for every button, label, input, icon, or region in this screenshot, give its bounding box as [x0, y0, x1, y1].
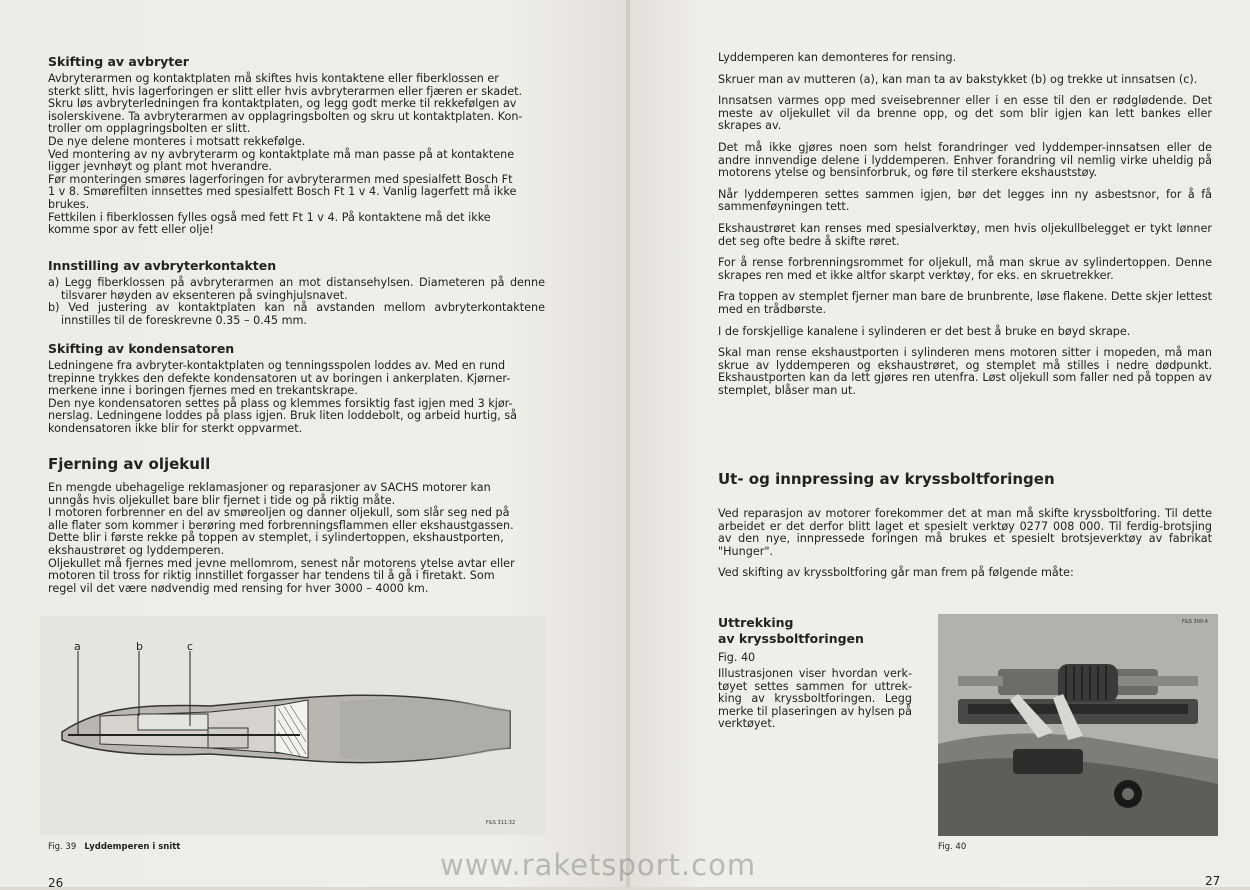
text-line: brukes.	[48, 197, 90, 211]
caption-fig-number: Fig. 39	[48, 842, 77, 852]
innstilling-list	[48, 277, 545, 327]
text-line: 1 v 8. Smørefilten innsettes med spesialfett Bosch Ft 1 v 4. Vanlig lagerfett må ikke	[48, 185, 517, 199]
paragraph: Skruer man av mutteren (a), kan man ta av bakstykket (b) og trekke ut innsatsen (c).	[718, 72, 1198, 86]
text-line: Avbryterarmen og kontaktplaten må skiftes hvis kontaktene eller fiberklossen er	[48, 72, 499, 85]
text-line: isolerskivene. Ta avbryterarmen av opplagringsbolten og skru ut kontaktplaten. Kon-	[48, 109, 523, 123]
text-line: motoren til tross for riktig innstillet forgasser har tendens til å gå i firetakt. Som	[48, 569, 495, 583]
page-number-left: 26	[48, 876, 64, 890]
paragraph: Ved skifting av kryssboltforing går man frem på følgende måte:	[718, 566, 1074, 580]
text-line: ligger jevnhøyt og plant mot hverandre.	[48, 160, 272, 174]
kondensator-text	[48, 360, 545, 436]
text-line: Fettkilen i fiberklossen fylles også med fett Ft 1 v 4. På kontaktene må det ikke	[48, 210, 491, 224]
text-line: Før monteringen smøres lagerforingen for avbryterarmen med spesialfett Bosch Ft	[48, 172, 513, 186]
uttrekking-fig-ref: Fig. 40	[718, 651, 756, 664]
text-line: Skru løs avbryterledningen fra kontaktplaten, og legg godt merke til rekkefølgen av	[48, 97, 517, 111]
figure-caption	[48, 842, 180, 852]
muffler-cutaway-illustration	[40, 616, 546, 835]
title-line: av kryssboltforingen	[718, 631, 864, 646]
text-line: I motoren forbrenner en del av smøreoljen og danner oljekull, som slår seg ned på	[48, 506, 510, 520]
photo-code: F&S 300:4	[1182, 619, 1208, 625]
tool-photo-illustration	[938, 614, 1218, 836]
paragraph: Skal man rense ekshaustporten i sylinderen mens motoren sitter i mopeden, må man skrue av lyddemperen og ekshaustrøret, og stemplet må stilles i nedre dødpunkt. Ekshaustporten kan da lett gjøres ren utenfra. Løst oljekull som faller ned på toppen av stemplet, blåser man ut.	[718, 346, 1212, 397]
text-line: nerslag. Ledningene loddes på plass igjen. Bruk liten loddebolt, og arbeid hurtig, så	[48, 409, 518, 423]
photo-caption: Fig. 40	[938, 842, 967, 852]
right-page	[630, 0, 1250, 887]
tool-photo	[938, 614, 1218, 836]
avbryter-text	[48, 73, 545, 237]
text-line: regel vil det være nødvendig med rensing for hver 3000 – 4000 km.	[48, 581, 429, 595]
text-line: Den nye kondensatoren settes på plass og klemmes forsiktig fast igjen med 3 kjør-	[48, 396, 513, 410]
text-line: sterkt slitt, hvis lagerforingen er slitt eller hvis avbryterarmen eller fjæren er skadet.	[48, 84, 523, 98]
text-line: trepinne trykkes den defekte kondensatoren ut av boringen i ankerplaten. Kjørner-	[48, 371, 511, 385]
text-line: komme spor av fett eller olje!	[48, 223, 214, 237]
paragraph: Det må ikke gjøres noen som helst forandringer ved lyddemper-innsatsen eller de andre innvendige delene i lyddemperen. Enhver forandring vil nemlig virke uheldig på motorens ytelse og bensinforbruk, og føre til sterkere ekshauststøy.	[718, 140, 1212, 180]
paragraph: Ved reparasjon av motorer forekommer det at man må skifte kryssboltforing. Til dette arbeidet er det derfor blitt laget et spesielt verktøy 0277 008 000. Til ferdig-brotsjing av den nye, innpressede foringen må brukes et spesielt brotsjeverktøy av fabrikat "Hunger".	[718, 507, 1212, 558]
text-line: unngås hvis oljekullet bare blir fjernet i tide og på riktig måte.	[48, 493, 396, 507]
text-line: De nye delene monteres i motsatt rekkefølge.	[48, 134, 306, 148]
text-line: merkene inne i boringen fjernes med en trekantskrape.	[48, 384, 358, 398]
fig-label-b: b	[136, 640, 143, 653]
text-line: Ved montering av ny avbryterarm og kontaktplate må man passe på at kontaktene	[48, 147, 515, 161]
paragraph: Når lyddemperen settes sammen igjen, bør det legges inn ny asbestsnor, for å få sammenføyningen tett.	[718, 187, 1212, 214]
paragraph: For å rense forbrenningsrommet for oljekull, må man skrue av sylindertoppen. Denne skrapes ren med et ikke altfor skarpt verktøy, for eks. en skruetrekker.	[718, 256, 1212, 282]
fig-label-c: c	[187, 640, 194, 653]
title-line: Uttrekking	[718, 615, 794, 630]
text-line: Oljekullet må fjernes med jevne mellomrom, senest når motorens ytelse avtar eller	[48, 556, 515, 570]
paragraph: Fra toppen av stemplet fjerner man bare de brunbrente, løse flakene. Dette skjer lettest med en trådbørste.	[718, 290, 1212, 316]
list-item: b) Ved justering av kontaktplaten kan nå avstanden mellom avbryterkontaktene innstilles til de foreskrevne 0.35 – 0.45 mm.	[48, 301, 545, 327]
text-line: kondensatoren ikke blir for sterkt oppvarmet.	[48, 421, 303, 435]
caption-text: Lyddemperen i snitt	[84, 842, 181, 852]
section-title-kryssbolt: Ut- og innpressing av kryssboltforingen	[718, 470, 1055, 488]
section-title-oljekull: Fjerning av oljekull	[48, 455, 211, 473]
fig-label-a: a	[74, 640, 81, 653]
kryssbolt-text	[718, 508, 1212, 580]
uttrekking-text: Illustrasjonen viser hvordan verk-tøyet settes sammen for uttrek-king av kryssboltforingen. Legg merke til plaseringen av hylsen på verktøyet.	[718, 667, 912, 731]
paragraph: Innsatsen varmes opp med sveisebrenner eller i en esse til den er rødglødende. Det meste av oljekullet vil da brenne opp, og det som blir igjen kan lett bankes eller skrapes av.	[718, 94, 1212, 133]
page-number-right: 27	[1205, 874, 1221, 888]
list-item: a) Legg fiberklossen på avbryterarmen an mot distansehylsen. Diameteren på denne tilsvarer høyden av eksenteren på svinghjulsnavet.	[48, 276, 545, 302]
text-line: Dette blir i første rekke på toppen av stemplet, i sylindertoppen, ekshaustporten,	[48, 531, 504, 545]
paragraph: I de forskjellige kanalene i sylinderen er det best å bruke en bøyd skrape.	[718, 324, 1131, 338]
oljekull-text	[48, 482, 545, 595]
text-line: troller om opplagringsbolten er slitt.	[48, 122, 251, 136]
website-watermark: www.raketsport.com	[440, 848, 757, 882]
paragraph: Lyddemperen kan demonteres for rensing.	[718, 51, 957, 64]
text-line: Ledningene fra avbryter-kontaktplaten og tenningsspolen loddes av. Med en rund	[48, 359, 506, 372]
muffler-figure	[40, 616, 546, 835]
section-title-innstilling: Innstilling av avbryterkontakten	[48, 258, 277, 273]
figure-code: F&S 311:32	[486, 820, 516, 826]
paragraph: Ekshaustrøret kan renses med spesialverktøy, men hvis oljekullbelegget er tykt lønner det seg ofte bedre å skifte røret.	[718, 221, 1212, 248]
text-line: ekshaustrøret og lyddemperen.	[48, 543, 225, 557]
section-title-kondensator: Skifting av kondensatoren	[48, 341, 235, 356]
section-title-avbryter: Skifting av avbryter	[48, 54, 189, 69]
text-line: alle flater som kommer i berøring med forbrenningsflammen eller ekshaustgassen.	[48, 518, 514, 532]
text-line: En mengde ubehagelige reklamasjoner og reparasjoner av SACHS motorer kan	[48, 481, 491, 494]
section-title-uttrekking	[718, 615, 864, 647]
lyddemper-text	[718, 52, 1212, 397]
